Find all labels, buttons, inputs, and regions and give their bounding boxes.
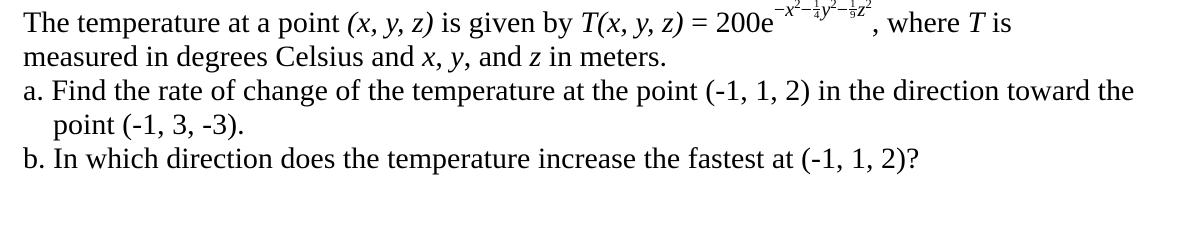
part-b-line-1: b. In which direction does the temperature increase the fastest at (-1, 1, 2)? — [23, 142, 920, 175]
var-z: z — [529, 40, 542, 73]
separator-1: , — [435, 40, 451, 73]
exponent-term1-var: x — [785, 0, 795, 21]
exponent-term1-sign: − — [773, 0, 786, 21]
units-suffix: in meters. — [541, 40, 668, 73]
exponent-term3-fraction — [849, 0, 857, 20]
part-a-line-1: a. Find the rate of change of the temperature at the point (-1, 1, 2) in the direction toward the — [23, 74, 1135, 107]
problem-line-2 — [23, 40, 1193, 74]
where-text: , where — [871, 6, 968, 39]
temperature-variable: T — [967, 6, 985, 39]
equals-coefficient: = 200e — [683, 6, 774, 39]
exponent-term2-var: y — [821, 0, 831, 21]
var-x: x — [422, 40, 436, 73]
problem-line-1 — [23, 0, 1193, 40]
fraction-numerator: 1 — [850, 0, 856, 10]
is-text: is — [984, 6, 1012, 39]
exponent-term3-var: z — [857, 0, 866, 21]
exponent-term2-power: 2 — [830, 0, 837, 11]
exponent — [774, 0, 872, 22]
function-arguments: (x, y, z) — [597, 6, 684, 39]
exponent-term2-sign: − — [800, 0, 812, 21]
fraction-numerator: 1 — [813, 0, 820, 10]
point-variables: (x, y, z) — [347, 6, 434, 39]
exponent-term3-sign: − — [836, 0, 849, 21]
exponent-term3-power: 2 — [865, 0, 872, 11]
problem-statement — [23, 0, 1193, 176]
exponent-term2-fraction — [813, 0, 821, 20]
fraction-denominator: 9 — [850, 8, 856, 21]
intro-text: The temperature at a point — [23, 6, 348, 39]
part-a-line-2: point (-1, 3, -3). — [53, 108, 245, 141]
separator-2: , and — [463, 40, 530, 73]
units-prefix: measured in degrees Celsius and — [23, 40, 423, 73]
is-given-by-text: is given by — [433, 6, 581, 39]
fraction-denominator: 4 — [813, 8, 820, 21]
exponent-term1-power: 2 — [794, 0, 801, 11]
var-y: y — [450, 40, 464, 73]
function-name: T — [580, 6, 598, 39]
